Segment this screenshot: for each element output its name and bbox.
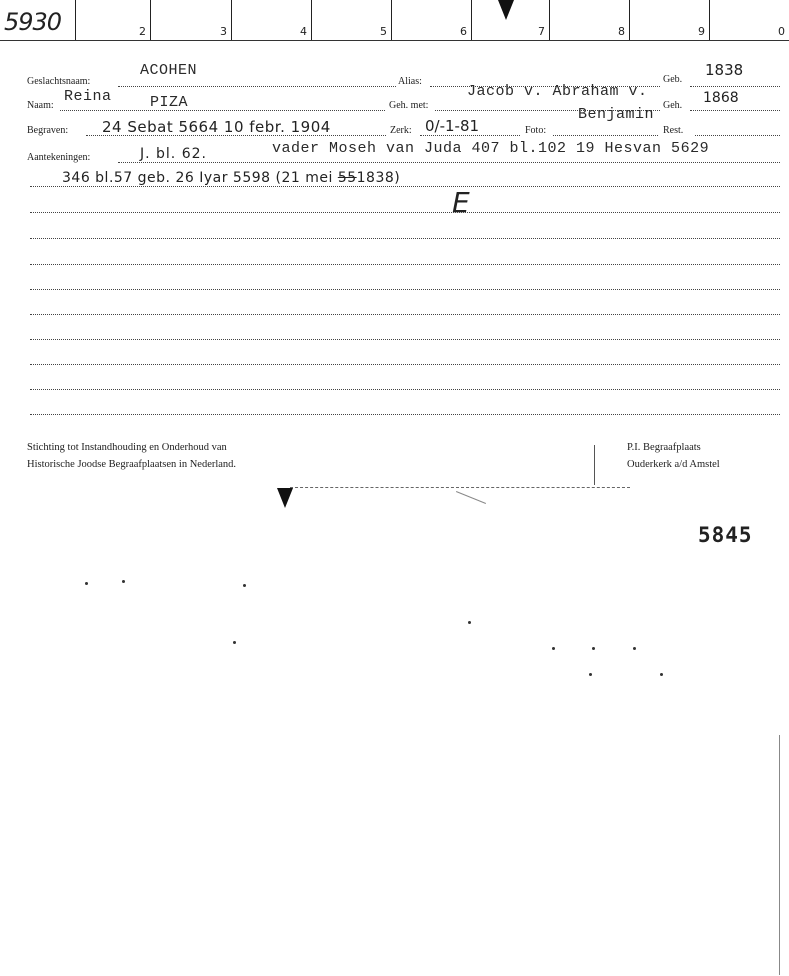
stone-label: Zerk:	[390, 125, 412, 136]
burial-date-value: 24 Sebat 5664 10 febr. 1904	[102, 118, 331, 136]
row-label: Rest.	[663, 125, 684, 136]
speck	[85, 582, 88, 585]
row-line	[695, 135, 780, 136]
footer-cemetery	[627, 439, 720, 473]
column-cell-7: 7	[472, 0, 550, 40]
maiden-name-value: PIZA	[150, 94, 189, 111]
notes-line1-ref: J. bl. 62.	[140, 146, 207, 162]
notes-line1-text: vader Moseh van Juda 407 bl.102 19 Hesvan 5629	[272, 140, 710, 157]
footer-left-line2: Historische Joodse Begraafplaatsen in Nederland.	[27, 459, 237, 470]
struck-digits: 55	[337, 170, 357, 186]
notes-line-1	[118, 162, 780, 163]
notes-line-9	[30, 364, 780, 365]
married-line	[690, 110, 780, 111]
scan-edge-line	[779, 735, 780, 975]
speck	[552, 647, 555, 650]
married-label: Geh.	[663, 100, 683, 111]
handwritten-mark: E	[452, 186, 470, 219]
column-cell-0: 0	[778, 25, 785, 38]
birth-year-value: 1838	[705, 61, 744, 79]
spouse-value-line2: Benjamin	[578, 106, 655, 123]
speck	[592, 647, 595, 650]
first-name-value: Reina	[64, 88, 112, 105]
notes-line2-text: 346 bl.57 geb. 26 Iyar 5598 (21 mei 551838)	[62, 170, 401, 186]
marriage-year-value: 1868	[703, 90, 739, 106]
stamp-number: 5845	[698, 523, 753, 547]
card-number-cell	[0, 0, 76, 40]
surname-label: Geslachtsnaam:	[27, 76, 91, 87]
card-number: 5930	[4, 8, 62, 36]
speck	[233, 641, 236, 644]
married-to-label: Geh. met:	[389, 100, 429, 111]
speck	[243, 584, 246, 587]
surname-line	[118, 86, 396, 87]
column-cell-6: 6	[392, 0, 472, 40]
notes-line-5	[30, 264, 780, 265]
footer-left-line1: Stichting tot Instandhouding en Onderhoud van	[27, 442, 227, 453]
footer-foundation	[27, 439, 236, 473]
index-marker	[498, 0, 514, 20]
speck	[122, 580, 125, 583]
notes-line-10	[30, 389, 780, 390]
index-marker-lower	[277, 488, 293, 508]
footer-right-line1: P.I. Begraafplaats	[627, 442, 701, 453]
notes-line-7	[30, 314, 780, 315]
notes-line-8	[30, 339, 780, 340]
born-line	[690, 86, 780, 87]
spouse-value: Jacob v. Abraham v.	[467, 83, 648, 100]
born-label: Geb.	[663, 74, 683, 85]
buried-label: Begraven:	[27, 125, 69, 136]
speck	[633, 647, 636, 650]
stone-value: 0/-1-81	[425, 117, 480, 135]
scratch-mark	[456, 491, 486, 504]
column-cell-5: 5	[312, 0, 392, 40]
notes-line-4	[30, 238, 780, 239]
footer-right-line2: Ouderkerk a/d Amstel	[627, 459, 720, 470]
column-cell-2: 2	[76, 0, 151, 40]
footer-divider	[594, 445, 595, 485]
name-label: Naam:	[27, 100, 54, 111]
notes-line-3	[30, 212, 780, 213]
stone-line	[420, 135, 520, 136]
column-cell-3: 3	[151, 0, 232, 40]
surname-value: ACOHEN	[140, 62, 198, 79]
column-cell-4: 4	[232, 0, 312, 40]
column-cell-9: 9	[630, 0, 710, 40]
name-line	[60, 110, 385, 111]
speck	[589, 673, 592, 676]
column-cell-8: 8	[550, 0, 630, 40]
speck	[468, 621, 471, 624]
photo-line	[553, 135, 658, 136]
card-edge	[290, 487, 630, 488]
alias-label: Alias:	[398, 76, 422, 87]
notes-line-11	[30, 414, 780, 415]
notes-label: Aantekeningen:	[27, 152, 91, 163]
column-strip	[0, 0, 789, 41]
speck	[660, 673, 663, 676]
notes-line-6	[30, 289, 780, 290]
notes-line-2	[30, 186, 780, 187]
photo-label: Foto:	[525, 125, 547, 136]
